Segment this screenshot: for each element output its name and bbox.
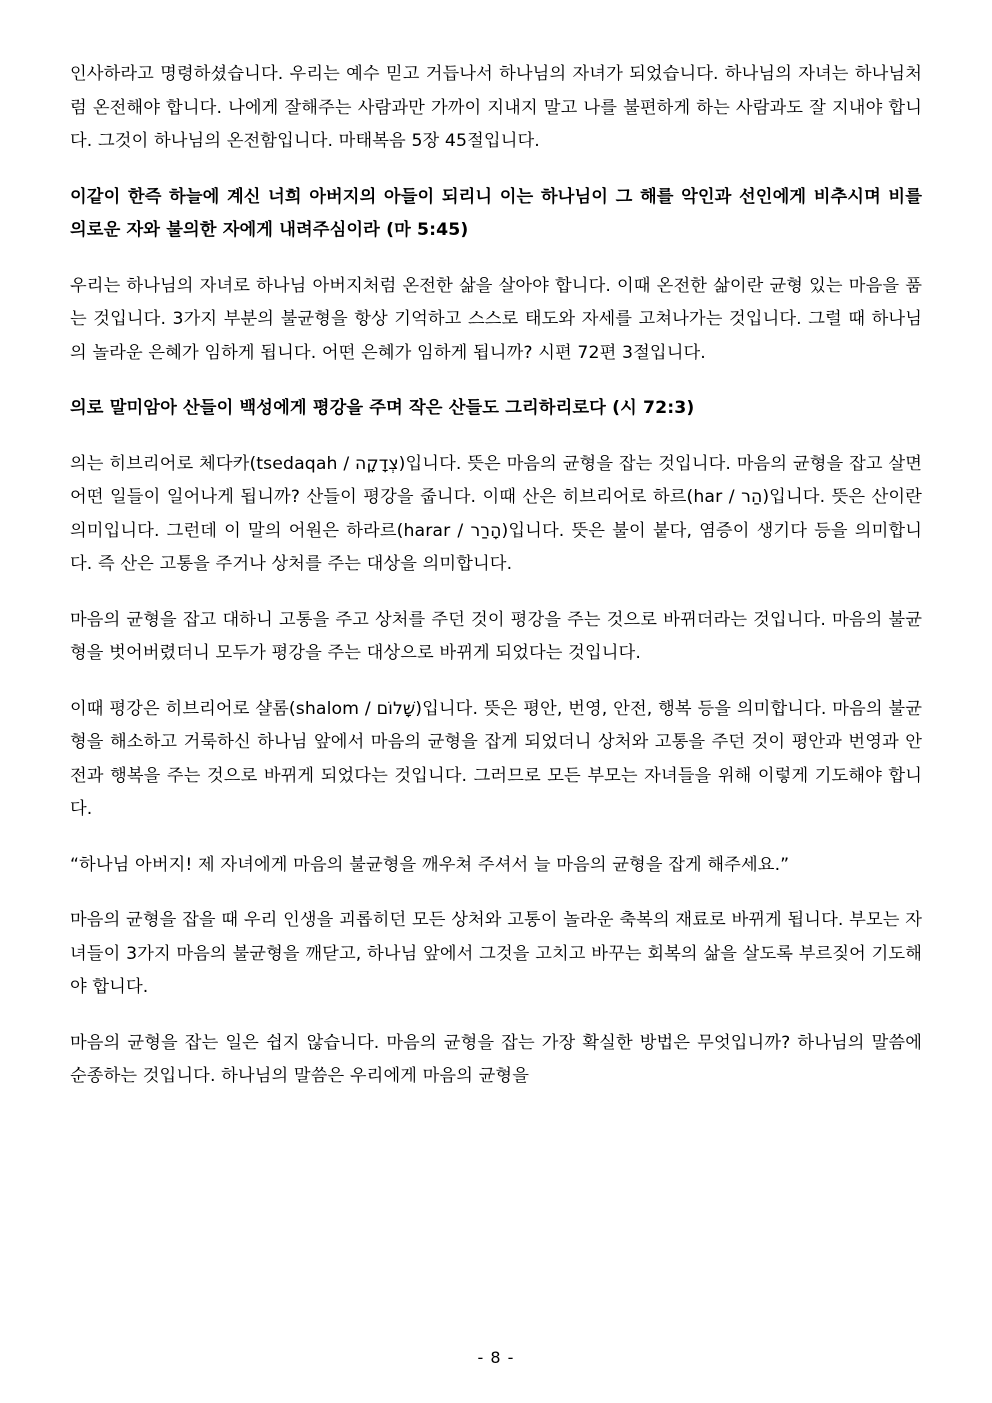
scripture-quote: 이같이 한즉 하늘에 계신 너희 아버지의 아들이 되리니 이는 하나님이 그 해를 악인과 선인에게 비추시며 비를 의로운 자와 불의한 자에게 내려주심이라 (마 5:45) — [70, 186, 922, 240]
body-paragraph: 인사하라고 명령하셨습니다. 우리는 예수 믿고 거듭나서 하나님의 자녀가 되었습니다. 하나님의 자녀는 하나님처럼 온전해야 합니다. 나에게 잘해주는 사람과만 가까이 지내지 말고 나를 불편하게 하는 사람과도 잘 지내야 합니다. 그것이 하나님의 온전함입니다. 마태복음 5장 45절입니다. — [70, 64, 922, 151]
body-paragraph: 이때 평강은 히브리어로 샬롬(shalom / שָׁלוֹם)입니다. 뜻은 평안, 번영, 안전, 행복 등을 의미합니다. 마음의 불균형을 해소하고 거룩하신 하나님 앞에서 마음의 균형을 잡게 되었더니 상처와 고통을 주던 것이 평안과 번영과 안전과 행복을 주는 것으로 바뀌게 되었다는 것입니다. 그러므로 모든 부모는 자녀들을 위해 이렇게 기도해야 합니다. — [70, 698, 922, 819]
page-number: - 8 - — [477, 1348, 515, 1367]
body-paragraph: 마음의 균형을 잡고 대하니 고통을 주고 상처를 주던 것이 평강을 주는 것으로 바뀌더라는 것입니다. 마음의 불균형을 벗어버렸더니 모두가 평강을 주는 대상으로 바뀌게 되었다는 것입니다. — [70, 609, 922, 663]
body-paragraph: 의는 히브리어로 체다카(tsedaqah / צְדָקָה)입니다. 뜻은 마음의 균형을 잡는 것입니다. 마음의 균형을 잡고 살면 어떤 일들이 일어나게 됩니까? 산들이 평강을 줍니다. 이때 산은 히브리어로 하르(har / הַר)입니다. 뜻은 산이란 의미입니다. 그런데 이 말의 어원은 하라르(harar / הָרַר)입니다. 뜻은 불이 붙다, 염증이 생기다 등을 의미합니다. 즉 산은 고통을 주거나 상처를 주는 대상을 의미합니다. — [70, 453, 922, 574]
body-paragraph: “하나님 아버지! 제 자녀에게 마음의 불균형을 깨우쳐 주셔서 늘 마음의 균형을 잡게 해주세요.” — [70, 854, 790, 875]
body-paragraph: 우리는 하나님의 자녀로 하나님 아버지처럼 온전한 삶을 살아야 합니다. 이때 온전한 삶이란 균형 있는 마음을 품는 것입니다. 3가지 부분의 불균형을 항상 기억하고 스스로 태도와 자세를 고쳐나가는 것입니다. 그럴 때 하나님의 놀라운 은혜가 임하게 됩니다. 어떤 은혜가 임하게 됩니까? 시편 72편 3절입니다. — [70, 275, 922, 363]
scripture-quote: 의로 말미암아 산들이 백성에게 평강을 주며 작은 산들도 그리하리로다 (시 72:3) — [70, 398, 695, 418]
body-paragraph: 마음의 균형을 잡는 일은 쉽지 않습니다. 마음의 균형을 잡는 가장 확실한 방법은 무엇입니까? 하나님의 말씀에 순종하는 것입니다. 하나님의 말씀은 우리에게 마음의 균형을 — [70, 1032, 922, 1086]
body-paragraph: 마음의 균형을 잡을 때 우리 인생을 괴롭히던 모든 상처와 고통이 놀라운 축복의 재료로 바뀌게 됩니다. 부모는 자녀들이 3가지 마음의 불균형을 깨닫고, 하나님 앞에서 그것을 고치고 바꾸는 회복의 삶을 살도록 부르짖어 기도해야 합니다. — [70, 910, 922, 997]
